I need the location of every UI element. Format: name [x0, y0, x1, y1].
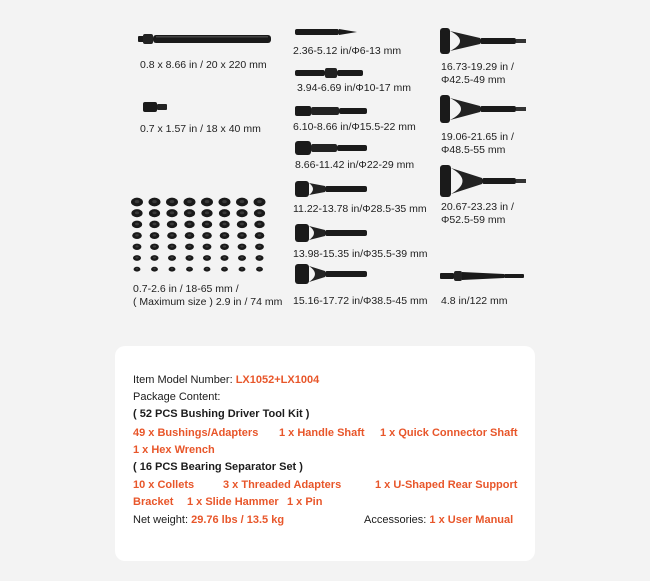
bushing-hole	[135, 211, 139, 214]
bushing-hole	[171, 268, 174, 270]
bushing-hole	[258, 245, 261, 247]
bushing-hole	[188, 268, 191, 270]
package-content-label: Package Content:	[133, 391, 221, 403]
kit2-item-pin: 1 x Pin	[287, 496, 323, 508]
accessories-row	[364, 514, 513, 527]
bushing-hole	[222, 200, 227, 203]
bushing-hole	[170, 245, 173, 247]
threaded-rod-image	[440, 270, 524, 282]
bushing-hole	[223, 245, 226, 247]
puller-1-label-line1: 16.73-19.29 in /	[441, 61, 514, 73]
quick-connector-image	[143, 100, 167, 114]
puller-2-label-line2: Φ48.5-55 mm	[441, 144, 506, 156]
bushing-hole	[258, 257, 261, 259]
puller-3-label-line1: 20.67-23.23 in /	[441, 201, 514, 213]
bushing-hole	[187, 200, 192, 203]
adapter-2-image	[295, 67, 363, 79]
bushing-hole	[223, 223, 227, 226]
net-weight-row	[133, 514, 284, 527]
bushing-hole	[152, 211, 156, 214]
bushing-hole	[153, 257, 156, 259]
adapter-2-label: 3.94-6.69 in/Φ10-17 mm	[297, 82, 412, 94]
bushing-hole	[240, 257, 243, 259]
bushing-hole	[135, 234, 139, 236]
bushing-hole	[240, 211, 244, 214]
bushing-hole	[188, 223, 192, 226]
bushings-label-line2: ( Maximum size ) 2.9 in / 74 mm	[133, 296, 283, 308]
bushing-hole	[135, 200, 140, 203]
bushing-hole	[240, 200, 245, 203]
puller-2-label-line1: 19.06-21.65 in /	[441, 131, 514, 143]
bushing-hole	[240, 245, 243, 247]
bushing-hole	[258, 234, 262, 236]
bushings-grid-image	[128, 195, 273, 275]
bushing-hole	[241, 268, 244, 270]
puller-3-label-line2: Φ52.5-59 mm	[441, 214, 506, 226]
model-number-label: Item Model Number:	[133, 374, 236, 386]
bushing-hole	[136, 268, 139, 270]
bushing-hole	[153, 245, 156, 247]
bushing-hole	[170, 234, 174, 236]
bushing-hole	[205, 211, 209, 214]
kit2-item-threaded-adapters: 3 x Threaded Adapters	[223, 479, 342, 491]
bushing-hole	[223, 268, 226, 270]
bushing-hole	[223, 234, 227, 236]
bushings-label-line1: 0.7-2.6 in / 18-65 mm /	[133, 283, 239, 295]
bushing-hole	[205, 200, 210, 203]
bushing-hole	[223, 257, 226, 259]
adapter-4-label: 8.66-11.42 in/Φ22-29 mm	[295, 159, 415, 171]
bushing-hole	[222, 211, 226, 214]
kit2-item-bracket: Bracket	[133, 496, 174, 508]
kit1-title: ( 52 PCS Bushing Driver Tool Kit )	[133, 408, 310, 420]
bushing-hole	[205, 234, 209, 236]
handle-shaft-label: 0.8 x 8.66 in / 20 x 220 mm	[140, 59, 267, 71]
adapter-6-image	[295, 223, 367, 243]
model-number-row	[133, 374, 319, 387]
bushing-hole	[170, 200, 175, 203]
bushing-hole	[257, 200, 262, 203]
adapter-4-image	[295, 140, 367, 156]
bushing-hole	[205, 257, 208, 259]
bushing-hole	[188, 257, 191, 259]
bushing-hole	[257, 211, 261, 214]
kit1-item-bushings: 49 x Bushings/Adapters	[133, 427, 259, 439]
bushing-hole	[135, 257, 138, 259]
adapter-3-image	[295, 104, 367, 118]
adapter-1-image	[295, 27, 357, 37]
kit2-item-collets: 10 x Collets	[133, 479, 195, 491]
accessories-value: 1 x User Manual	[429, 514, 514, 526]
bushing-hole	[153, 268, 156, 270]
bushing-hole	[170, 257, 173, 259]
bushing-hole	[188, 245, 191, 247]
kit1-item-handle-shaft: 1 x Handle Shaft	[279, 427, 365, 439]
bushing-hole	[135, 223, 139, 226]
puller-1-image	[440, 28, 526, 54]
bushing-hole	[258, 268, 261, 270]
bushing-hole	[240, 234, 244, 236]
adapter-7-label: 15.16-17.72 in/Φ38.5-45 mm	[293, 295, 428, 307]
adapter-6-label: 13.98-15.35 in/Φ35.5-39 mm	[293, 248, 428, 260]
adapter-1-label: 2.36-5.12 in/Φ6-13 mm	[293, 45, 402, 57]
kit2-item-slide-hammer: 1 x Slide Hammer	[187, 496, 279, 508]
kit2-item-rear-support: 1 x U-Shaped Rear Support	[375, 479, 518, 491]
net-weight-label: Net weight:	[133, 514, 192, 526]
accessories-label: Accessories:	[364, 514, 430, 526]
bushing-hole	[153, 223, 157, 226]
adapter-5-image	[295, 180, 367, 198]
puller-2-image	[440, 95, 526, 123]
bushing-hole	[206, 268, 209, 270]
handle-shaft-image	[138, 33, 273, 45]
bushing-hole	[240, 223, 244, 226]
bushing-hole	[170, 223, 174, 226]
bushing-hole	[152, 200, 157, 203]
bushing-hole	[205, 245, 208, 247]
net-weight-value: 29.76 lbs / 13.5 kg	[191, 514, 285, 526]
spec-card	[115, 346, 535, 561]
model-number-value: LX1052+LX1004	[235, 374, 320, 386]
adapter-7-image	[295, 263, 367, 285]
bushing-hole	[153, 234, 157, 236]
bushing-hole	[188, 234, 192, 236]
quick-connector-label: 0.7 x 1.57 in / 18 x 40 mm	[140, 123, 261, 135]
threaded-rod-label: 4.8 in/122 mm	[441, 295, 508, 307]
bushing-hole	[187, 211, 191, 214]
kit1-item-hex-wrench: 1 x Hex Wrench	[133, 444, 215, 456]
bushing-hole	[170, 211, 174, 214]
adapter-5-label: 11.22-13.78 in/Φ28.5-35 mm	[293, 203, 427, 215]
kit2-title: ( 16 PCS Bearing Separator Set )	[133, 461, 303, 473]
bushing-hole	[205, 223, 209, 226]
adapter-3-label: 6.10-8.66 in/Φ15.5-22 mm	[293, 121, 416, 133]
bushing-hole	[135, 245, 138, 247]
puller-1-label-line2: Φ42.5-49 mm	[441, 74, 506, 86]
bushing-hole	[258, 223, 262, 226]
kit1-item-quick-connector: 1 x Quick Connector Shaft	[380, 427, 518, 439]
puller-3-image	[440, 165, 526, 197]
